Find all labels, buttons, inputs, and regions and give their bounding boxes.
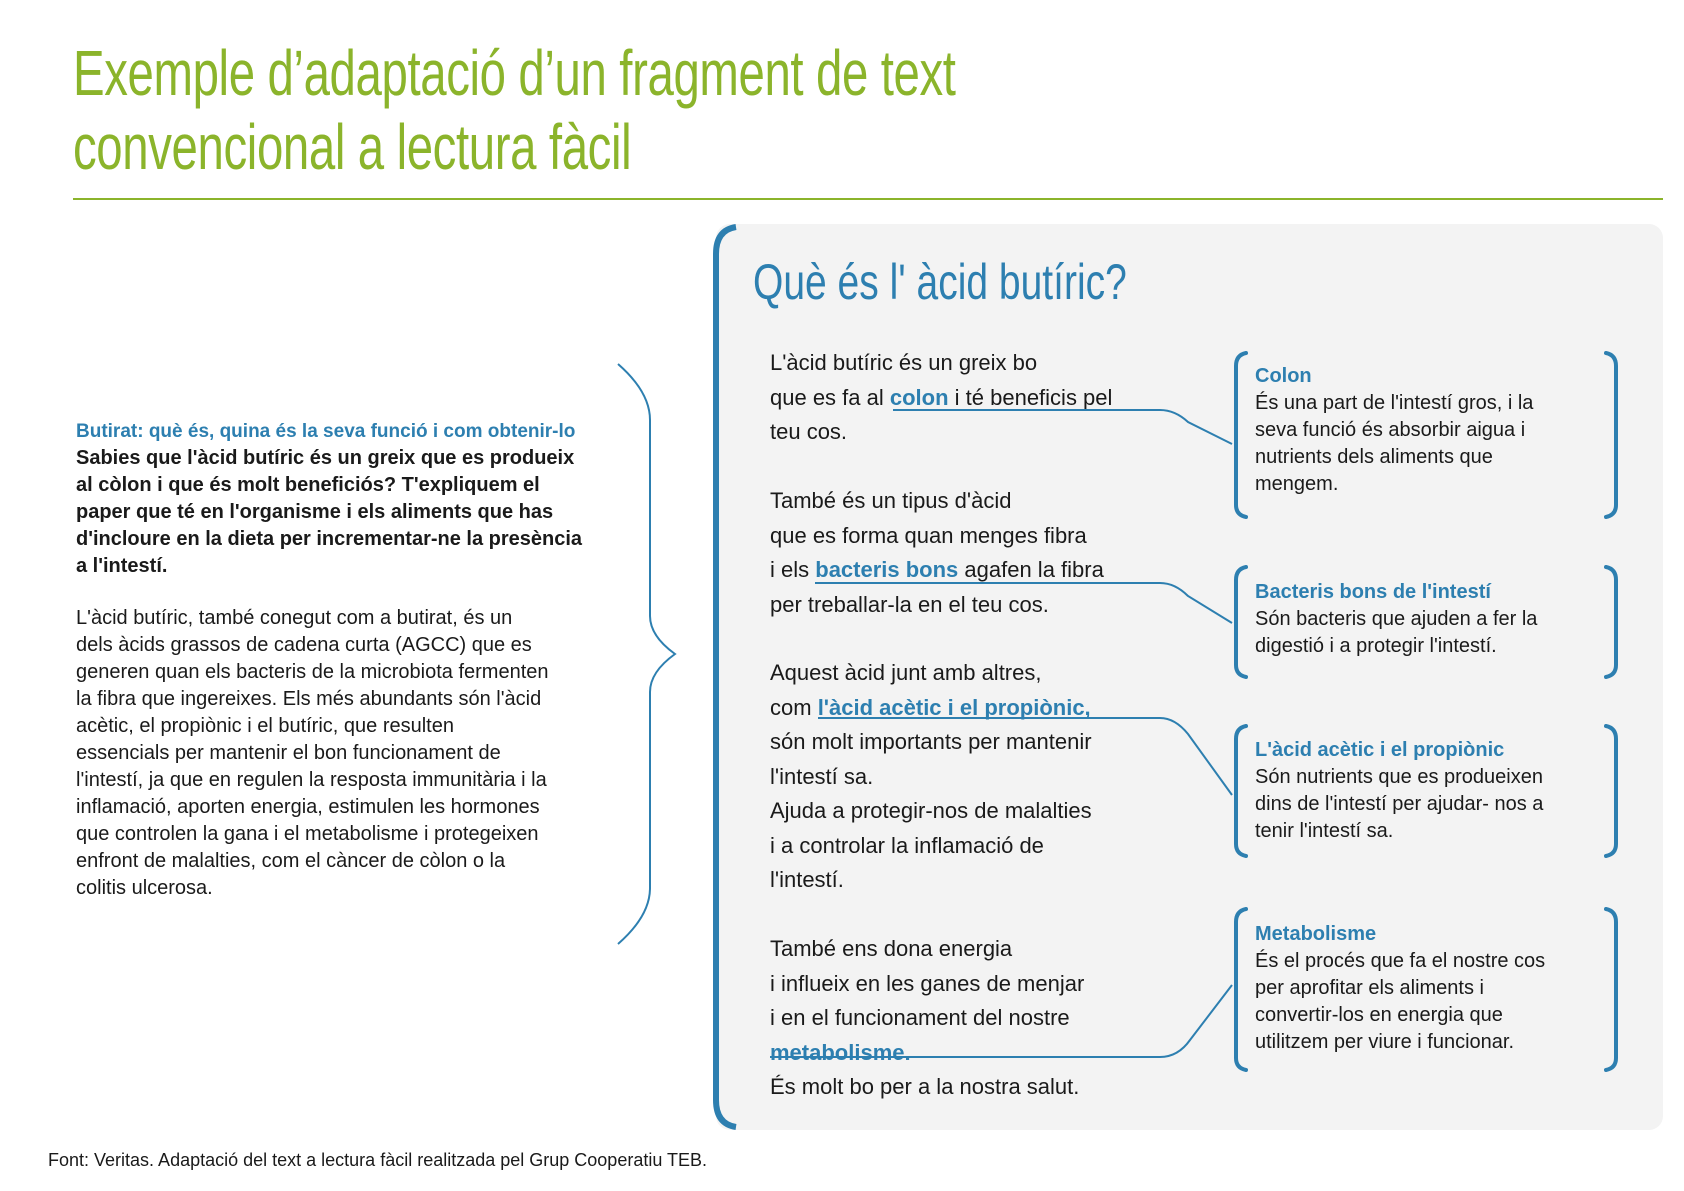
lead-line: al còlon i que és molt beneficiós? T'expliquem el: [76, 474, 540, 496]
keyword-metabolisme: metabolisme.: [770, 1039, 911, 1065]
connector-acids: [818, 718, 1232, 795]
definition-line: utilitzem per viure i funcionar.: [1255, 1031, 1515, 1053]
easy-line: L'àcid butíric és un greix bo: [770, 350, 1038, 375]
keyword-bacteris: bacteris bons: [815, 557, 959, 582]
easy-line: l'intestí sa.: [770, 763, 874, 789]
definition-line: digestió i a protegir l'intestí.: [1255, 635, 1497, 657]
body-line: la fibra que ingereixes. Els més abundants són l'àcid: [76, 688, 542, 710]
body-line: dels àcids grassos de cadena curta (AGCC) que es: [76, 634, 532, 656]
title-line-1: Exemple d’adaptació d’un fragment de text: [73, 37, 956, 109]
easy-line: És molt bo per a la nostra salut.: [770, 1074, 1080, 1099]
easy-line: i influeix en les ganes de menjar: [770, 970, 1085, 996]
bracket-left-colon: [1236, 353, 1246, 517]
easy-line: per treballar-la en el teu cos.: [770, 591, 1049, 617]
easy-line: Ajuda a protegir-nos de malalties: [770, 798, 1092, 823]
title-line-2: convencional a lectura fàcil: [73, 111, 632, 183]
body-line: enfront de malalties, com el càncer de còlon o la: [76, 850, 506, 872]
glossary-term: Colon: [1255, 365, 1312, 387]
definition-line: És el procés que fa el nostre cos: [1255, 950, 1546, 972]
lead-line: Sabies que l'àcid butíric és un greix que es produeix: [76, 447, 575, 469]
keyword-colon: colon: [889, 384, 949, 410]
easy-line: l'intestí.: [770, 867, 844, 892]
keyword-acids: l'àcid acètic i el propiònic,: [817, 694, 1091, 720]
connector-bacteris: [815, 583, 1232, 623]
definition-line: dins de l'intestí per ajudar- nos a: [1255, 793, 1544, 815]
connector-colon: [893, 410, 1232, 444]
definition-line: És una part de l'intestí gros, i la: [1255, 392, 1534, 414]
easy-line: són molt importants per mantenir: [770, 729, 1092, 754]
source-footer: Font: Veritas. Adaptació del text a lectura fàcil realitzada pel Grup Cooperatiu TEB.: [48, 1150, 708, 1170]
bracket-right-metabolisme: [1606, 909, 1616, 1070]
body-line: que controlen la gana i el metabolisme i protegeixen: [76, 823, 539, 845]
glossary-term: Metabolisme: [1255, 923, 1377, 945]
easy-line: Aquest àcid junt amb altres,: [770, 660, 1042, 685]
body-line: inflamació, aporten energia, estimulen les hormones: [76, 796, 540, 818]
definition-line: Són bacteris que ajuden a fer la: [1255, 608, 1538, 630]
definition-line: tenir l'intestí sa.: [1255, 820, 1394, 842]
bracket-right-acids: [1606, 726, 1616, 856]
bracket-left-bacteris: [1236, 567, 1246, 677]
glossary-term: Bacteris bons de l'intestí: [1255, 581, 1491, 603]
definition-line: per aprofitar els aliments i: [1255, 977, 1484, 999]
easy-line: També és un tipus d'àcid: [770, 488, 1012, 513]
body-line: colitis ulcerosa.: [76, 877, 213, 899]
bracket-left-acids: [1236, 726, 1246, 856]
body-line: generen quan els bacteris de la microbiota fermenten: [76, 661, 549, 683]
definition-line: seva funció és absorbir aigua i: [1255, 419, 1526, 441]
original-heading: Butirat: què és, quina és la seva funció i com obtenir-lo: [76, 421, 576, 442]
easy-line: que es forma quan menges fibra: [770, 522, 1087, 548]
definition-line: nutrients dels aliments que: [1255, 446, 1493, 468]
body-line: l'intestí, ja que en regulen la resposta immunitària i la: [76, 769, 547, 791]
bracket-right-bacteris: [1606, 567, 1616, 677]
easy-text: i té beneficis pel: [948, 384, 1113, 410]
easy-line: També ens dona energia: [770, 936, 1013, 961]
body-line: acètic, el propiònic i el butíric, que resulten: [76, 715, 454, 737]
easy-line: teu cos.: [770, 419, 848, 444]
definition-line: convertir-los en energia que: [1255, 1004, 1503, 1026]
easy-line: i a controlar la inflamació de: [770, 832, 1044, 858]
lead-line: paper que té en l'organisme i els aliments que has: [76, 501, 554, 523]
easy-text: i els: [770, 557, 816, 582]
glossary-term: L'àcid acètic i el propiònic: [1255, 739, 1505, 761]
body-line: essencials per mantenir el bon funcionament de: [76, 742, 501, 764]
body-line: L'àcid butíric, també conegut com a butirat, és un: [76, 607, 513, 629]
lead-line: a l'intestí.: [76, 555, 168, 577]
lead-line: d'incloure en la dieta per incrementar-ne la presència: [76, 528, 583, 550]
bracket-right-colon: [1606, 353, 1616, 517]
connector-metabolisme: [770, 985, 1232, 1057]
easy-text: que es fa al: [770, 384, 890, 410]
definition-line: Són nutrients que es produeixen: [1255, 766, 1543, 788]
easy-text: agafen la fibra: [958, 557, 1104, 582]
definition-line: mengem.: [1255, 473, 1339, 495]
easy-line: i en el funcionament del nostre: [770, 1005, 1070, 1030]
easy-read-title: Què és l' àcid butíric?: [753, 254, 1127, 310]
bracket-left-metabolisme: [1236, 909, 1246, 1070]
easy-text: com: [770, 694, 818, 720]
